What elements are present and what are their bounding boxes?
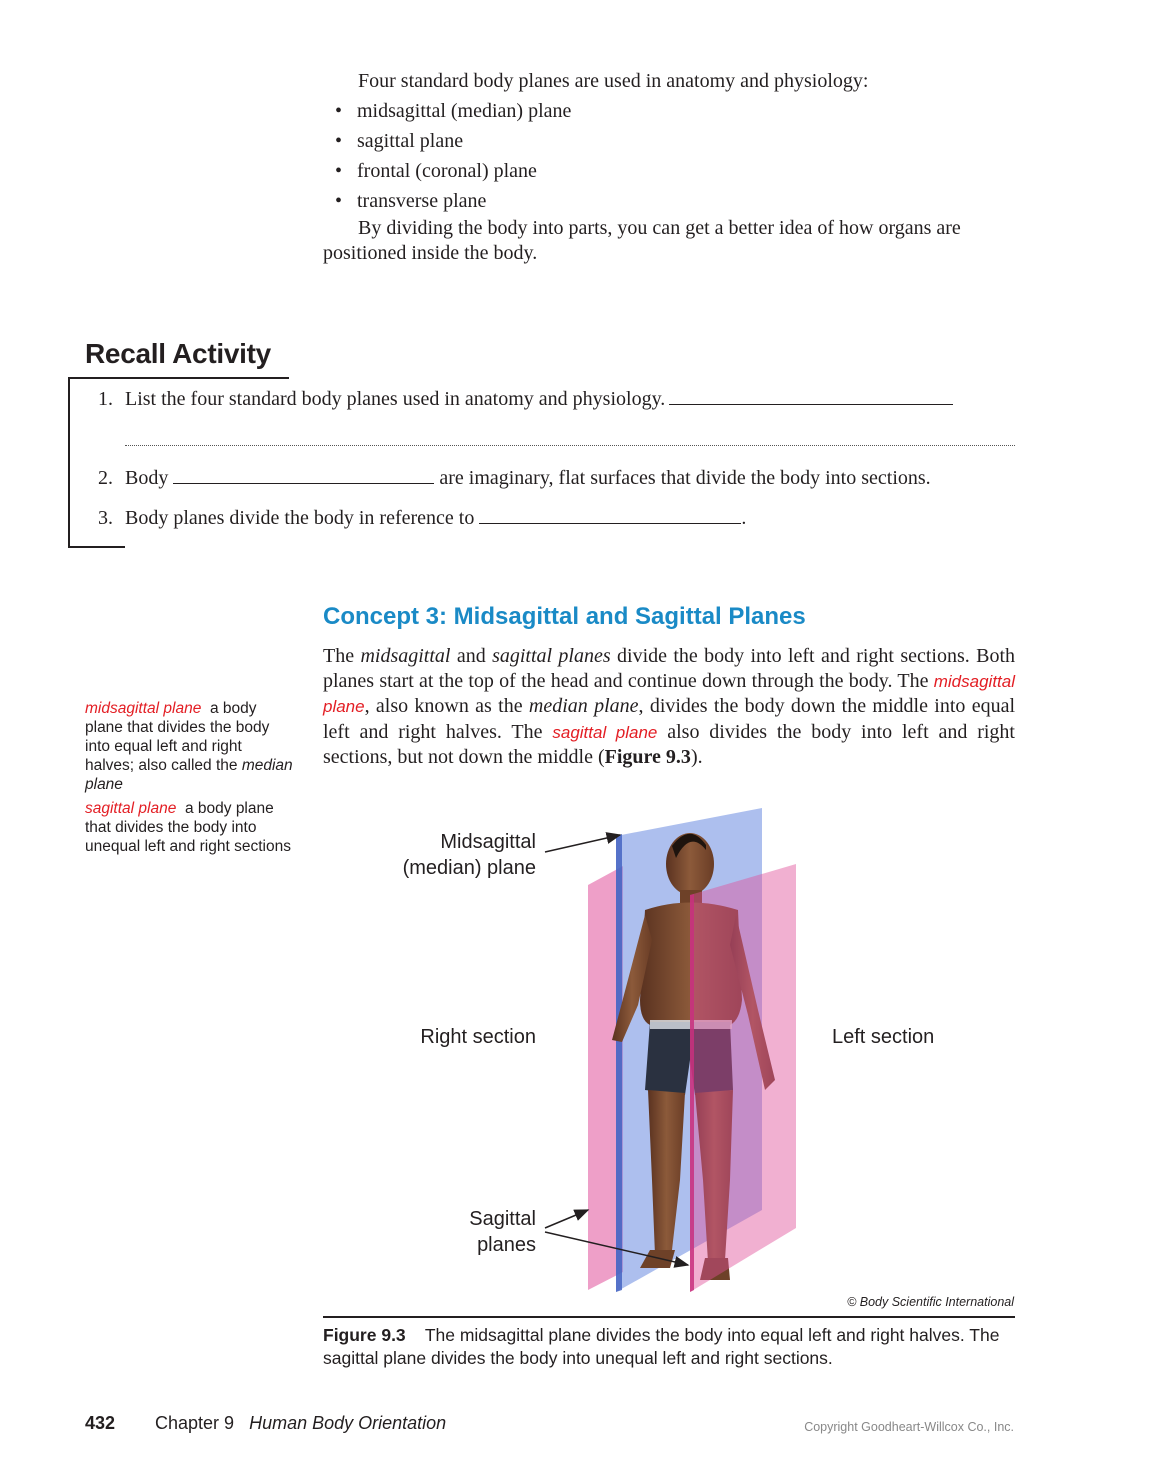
figure-reference: Figure 9.3 (604, 746, 691, 768)
figure-caption: Figure 9.3 The midsagittal plane divides the body into equal left and right halves. The sagittal plane divides the body into unequal left and right sections. (323, 1325, 1000, 1368)
question-3: 3. Body planes divide the body in reference to . (98, 507, 747, 529)
answer-blank-2[interactable] (173, 465, 434, 484)
list-item: • frontal (coronal) plane (323, 156, 1015, 186)
recall-title-rule (68, 377, 289, 379)
caption-rule (323, 1316, 1015, 1318)
recall-title: Recall Activity (85, 338, 271, 369)
page-number: 432 (85, 1413, 116, 1433)
sagittal-plane-back (588, 866, 623, 1290)
recall-bracket-bottom (68, 546, 125, 548)
answer-line-1b[interactable] (125, 445, 1015, 446)
bullet-icon: • (335, 130, 343, 152)
intro-closing: By dividing the body into parts, you can get a better idea of how organs are positioned inside the body. (323, 217, 961, 264)
midsagittal-plane (616, 808, 762, 1292)
list-item: • transverse plane (323, 186, 1015, 216)
answer-blank-3[interactable] (479, 505, 741, 524)
bullet-icon: • (335, 100, 343, 122)
glossary-entry: sagittal plane a body plane that divides the body into unequal left and right sections (85, 800, 291, 855)
bullet-icon: • (335, 160, 343, 182)
midsagittal-plane-edge (616, 834, 622, 1292)
sagittal-plane-edge (690, 894, 694, 1292)
intro-section (323, 66, 1015, 266)
plane-list (323, 96, 1015, 216)
intro-lead: Four standard body planes are used in anatomy and physiology: (358, 70, 869, 92)
recall-bracket (68, 377, 70, 548)
list-item: • sagittal plane (323, 126, 1015, 156)
leader-line-sagittal-2 (545, 1232, 688, 1265)
caption-number: Figure 9.3 (323, 1325, 406, 1345)
footer-chapter: Chapter 9 Human Body Orientation (155, 1413, 447, 1433)
question-2: 2. Body are imaginary, flat surfaces that divide the body into sections. (98, 467, 931, 489)
answer-blank-1[interactable] (669, 386, 953, 405)
label-left-section: Left section (832, 1026, 935, 1048)
label-sagittal-planes: Sagittal planes (469, 1208, 536, 1256)
leader-line-sagittal-1 (545, 1210, 588, 1228)
concept-title: Concept 3: Midsagittal and Sagittal Planes (323, 603, 806, 630)
image-credit: © Body Scientific International (847, 1295, 1014, 1309)
term-midsagittal-plane: midsagittal plane (323, 671, 1015, 716)
term-sagittal-plane: sagittal plane (552, 722, 658, 742)
list-item: • midsagittal (median) plane (323, 96, 1015, 126)
label-right-section: Right section (420, 1026, 536, 1048)
human-figure (612, 833, 775, 1280)
concept-paragraph: The midsagittal and sagittal planes divide the body into left and right sections. Both planes start at the top of the head and continue down through the body. The midsagittal plane, also known as the median plane, divides the body down the middle into equal left and right halves. The sagittal plane also divides the body into left and right sections, but not down the middle (Figure 9.3). (323, 645, 1016, 768)
sagittal-plane-front (690, 864, 796, 1292)
copyright-notice: Copyright Goodheart-Willcox Co., Inc. (804, 1420, 1014, 1434)
label-midsagittal: Midsagittal (median) plane (402, 831, 536, 879)
bullet-icon: • (335, 190, 343, 212)
question-1: 1. List the four standard body planes used in anatomy and physiology. (98, 386, 953, 412)
leader-line-midsagittal (545, 835, 620, 852)
glossary-entry: midsagittal plane a body plane that divides the body into equal left and right halves; also called the median plane (85, 700, 293, 793)
